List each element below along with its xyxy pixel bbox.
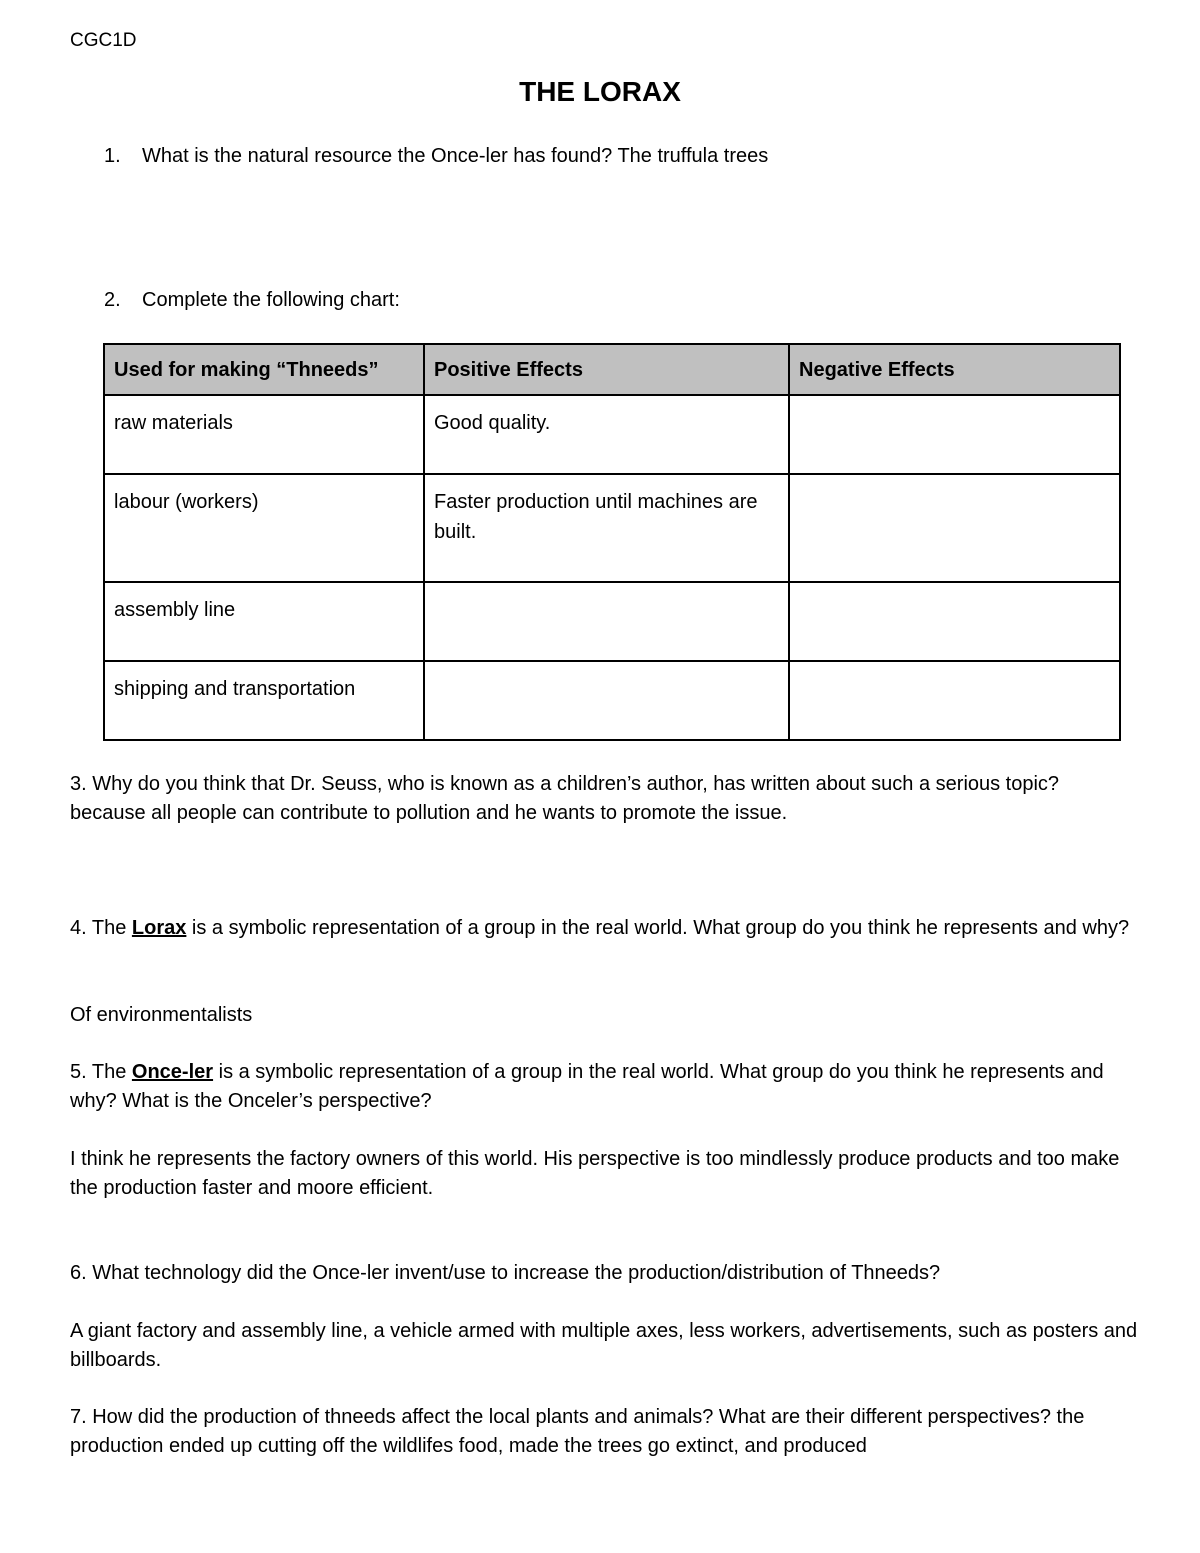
table-row	[104, 474, 1120, 582]
question-1-text: What is the natural resource the Once-ler has found? The truffula trees	[142, 145, 769, 167]
chart-cell-item: raw materials	[104, 395, 424, 474]
question-3-text: 3. Why do you think that Dr. Seuss, who is known as a children’s author, has written about such a serious topic?	[70, 773, 1060, 795]
chart-cell-positive	[424, 582, 789, 661]
question-7	[70, 1403, 1140, 1461]
table-row	[104, 395, 1120, 474]
question-4	[70, 914, 1140, 943]
answer-4-text: Of environmentalists	[70, 1004, 253, 1026]
question-7-text: 7. How did the production of thneeds affect the local plants and animals? What are their different perspectives?	[70, 1406, 1051, 1428]
chart-cell-item: labour (workers)	[104, 474, 424, 582]
table-row	[104, 582, 1120, 661]
answer-3-text: because all people can contribute to pollution and he wants to promote the issue.	[70, 802, 788, 824]
chart-cell-positive: Good quality.	[424, 395, 789, 474]
question-1-number: 1.	[104, 145, 121, 167]
chart-cell-item: shipping and transportation	[104, 661, 424, 740]
answer-7-text: the production ended up cutting off the wildlifes food, made the trees go extinct, and produced	[70, 1406, 1085, 1457]
question-2	[104, 289, 400, 312]
chart-cell-positive: Faster production until machines are built.	[424, 474, 789, 582]
chart-header-negative: Negative Effects	[789, 344, 1120, 395]
question-4-prefix: 4. The	[70, 917, 132, 939]
table-row	[104, 661, 1120, 740]
chart-header-row	[104, 344, 1120, 395]
chart-cell-negative	[789, 395, 1120, 474]
chart-cell-negative	[789, 582, 1120, 661]
question-5-suffix: is a symbolic representation of a group in the real world. What group do you think he represents and why? What is the Onceler’s perspective?	[70, 1061, 1104, 1112]
chart-header-used-for: Used for making “Thneeds”	[104, 344, 424, 395]
chart-cell-positive	[424, 661, 789, 740]
question-5	[70, 1058, 1140, 1116]
lorax-keyword: Lorax	[131, 917, 187, 939]
question-1	[104, 145, 768, 168]
question-5-prefix: 5. The	[70, 1061, 132, 1083]
question-2-text: Complete the following chart:	[142, 289, 400, 311]
question-3	[70, 770, 1140, 828]
chart-cell-negative	[789, 661, 1120, 740]
answer-5-text: I think he represents the factory owners of this world. His perspective is too mindlessly produce products and too make the production faster and moore efficient.	[70, 1148, 1120, 1199]
course-code: CGC1D	[70, 30, 137, 51]
onceler-keyword: Once-ler	[131, 1061, 214, 1083]
question-4-suffix: is a symbolic representation of a group in the real world. What group do you think he represents and why?	[186, 917, 1130, 939]
chart-cell-item: assembly line	[104, 582, 424, 661]
chart-header-positive: Positive Effects	[424, 344, 789, 395]
question-6-text: 6. What technology did the Once-ler invent/use to increase the production/distribution of Thneeds?	[70, 1262, 941, 1284]
effects-chart	[103, 343, 1121, 741]
chart-cell-negative	[789, 474, 1120, 582]
question-2-number: 2.	[104, 289, 121, 311]
page-title: THE LORAX	[519, 76, 681, 107]
answer-6-text: A giant factory and assembly line, a vehicle armed with multiple axes, less workers, advertisements, such as posters and billboards.	[70, 1320, 1138, 1371]
